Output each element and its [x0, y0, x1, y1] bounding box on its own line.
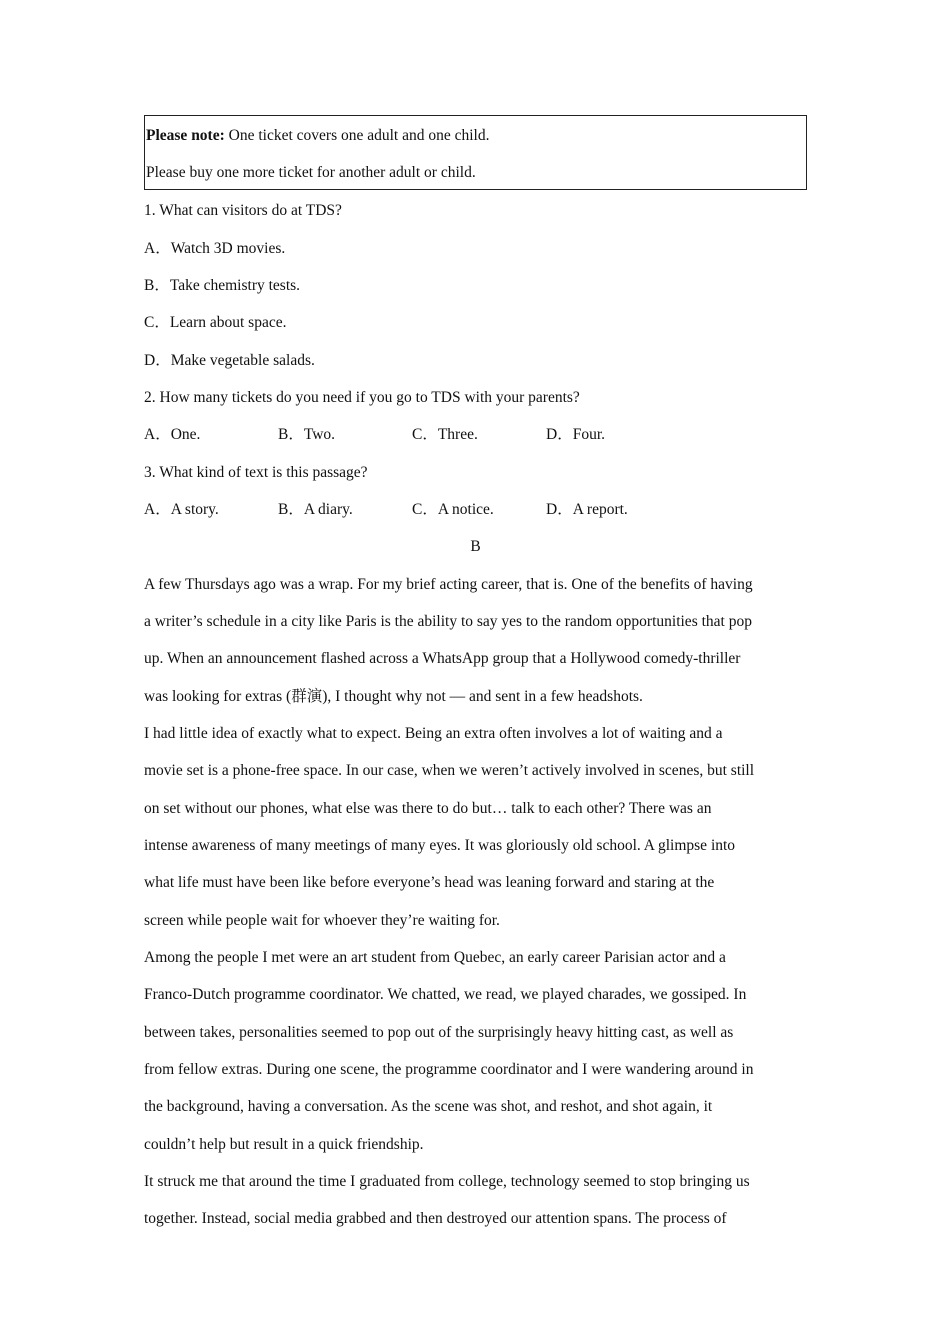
- passage-line: intense awareness of many meetings of many eyes. It was gloriously old school. A glimpse into: [144, 837, 736, 854]
- question-3-option-b: B．A diary.: [278, 501, 353, 518]
- passage-line: couldn’t help but result in a quick friendship.: [144, 1136, 424, 1153]
- question-1-option-d: D．Make vegetable salads.: [144, 352, 315, 369]
- notice-box: [144, 115, 807, 190]
- passage-line: from fellow extras. During one scene, the programme coordinator and I were wandering around in: [144, 1061, 754, 1078]
- passage-line: up. When an announcement flashed across a WhatsApp group that a Hollywood comedy-thriller: [144, 650, 741, 667]
- question-3-option-d: D．A report.: [546, 501, 628, 518]
- notice-text-1: One ticket covers one adult and one child.: [228, 127, 490, 144]
- question-2-options: [144, 425, 794, 445]
- passage-line: Franco-Dutch programme coordinator. We chatted, we read, we played charades, we gossiped. In: [144, 986, 747, 1003]
- passage-line: was looking for extras (群演), I thought why not — and sent in a few headshots.: [144, 688, 643, 705]
- passage-line: a writer’s schedule in a city like Paris is the ability to say yes to the random opportunities that pop: [144, 613, 752, 630]
- question-1-option-a: A．Watch 3D movies.: [144, 240, 286, 257]
- question-3-stem: 3. What kind of text is this passage?: [144, 464, 368, 481]
- question-3-option-c: C．A notice.: [412, 501, 494, 518]
- question-1-option-b: B．Take chemistry tests.: [144, 277, 301, 294]
- passage-line: screen while people wait for whoever they’re waiting for.: [144, 912, 500, 929]
- passage-line: the background, having a conversation. As the scene was shot, and reshot, and shot again, it: [144, 1098, 713, 1115]
- passage-line: on set without our phones, what else was there to do but… talk to each other? There was an: [144, 800, 712, 817]
- passage-line: between takes, personalities seemed to pop out of the surprisingly heavy hitting cast, as well as: [144, 1024, 734, 1041]
- question-2-stem: 2. How many tickets do you need if you go to TDS with your parents?: [144, 389, 580, 406]
- passage-line: what life must have been like before everyone’s head was leaning forward and staring at the: [144, 874, 715, 891]
- question-2-option-b: B．Two.: [278, 426, 336, 443]
- question-2-option-a: A．One.: [144, 426, 201, 443]
- section-b-heading: B: [470, 538, 481, 555]
- passage-line: Among the people I met were an art student from Quebec, an early career Parisian actor and a: [144, 949, 726, 966]
- question-2-option-c: C．Three.: [412, 426, 478, 443]
- notice-line-2: Please buy one more ticket for another adult or child.: [146, 164, 476, 181]
- passage-line: It struck me that around the time I graduated from college, technology seemed to stop bringing us: [144, 1173, 750, 1190]
- notice-label: Please note:: [146, 127, 225, 144]
- question-1-option-c: C．Learn about space.: [144, 314, 287, 331]
- passage-line: movie set is a phone-free space. In our case, when we weren’t actively involved in scenes, but still: [144, 762, 755, 779]
- notice-line-1: [146, 126, 489, 146]
- passage-line: I had little idea of exactly what to expect. Being an extra often involves a lot of waiting and a: [144, 725, 723, 742]
- passage-line: together. Instead, social media grabbed and then destroyed our attention spans. The process of: [144, 1210, 727, 1227]
- passage-line: A few Thursdays ago was a wrap. For my brief acting career, that is. One of the benefits of having: [144, 576, 753, 593]
- question-1-stem: 1. What can visitors do at TDS?: [144, 202, 342, 219]
- question-3-option-a: A．A story.: [144, 501, 219, 518]
- question-2-option-d: D．Four.: [546, 426, 605, 443]
- question-3-options: [144, 500, 794, 520]
